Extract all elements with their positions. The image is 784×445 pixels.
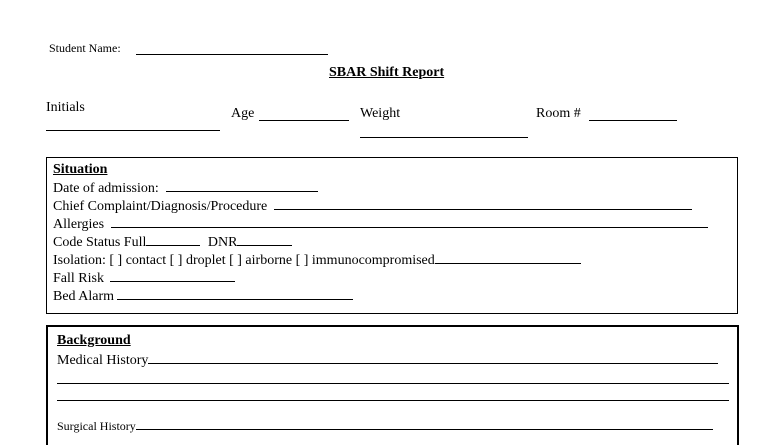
medical-history-line-3[interactable]	[57, 400, 729, 401]
surgical-history-label: Surgical History	[57, 419, 136, 433]
medical-history-label: Medical History	[57, 353, 149, 368]
age-field[interactable]	[259, 120, 349, 121]
student-name-field[interactable]	[136, 54, 328, 55]
surgical-history-row	[57, 417, 713, 435]
age-label: Age	[231, 106, 255, 121]
initials-label: Initials	[46, 100, 85, 115]
dnr-field[interactable]	[237, 233, 292, 246]
medical-history-line-2[interactable]	[57, 383, 729, 384]
medical-history-field[interactable]	[148, 351, 718, 364]
bed-alarm-field[interactable]	[117, 287, 353, 300]
allergies-label: Allergies	[53, 217, 105, 232]
fall-risk-field[interactable]	[110, 269, 235, 282]
background-heading: Background	[57, 333, 131, 348]
initials-field[interactable]	[46, 130, 220, 131]
code-status-row	[53, 233, 292, 252]
background-section	[46, 325, 739, 445]
chief-complaint-field[interactable]	[274, 197, 692, 210]
situation-section	[46, 157, 738, 314]
code-status-full-label: Code Status Full	[53, 235, 147, 250]
room-field[interactable]	[589, 120, 677, 121]
weight-label: Weight	[360, 106, 401, 121]
code-status-full-field[interactable]	[146, 233, 200, 246]
allergies-row	[53, 215, 708, 234]
dnr-label: DNR	[207, 235, 238, 250]
bed-alarm-row	[53, 287, 353, 306]
date-of-admission-label: Date of admission:	[53, 181, 159, 196]
room-label: Room #	[536, 106, 581, 121]
fall-risk-row	[53, 269, 235, 288]
weight-field[interactable]	[360, 137, 528, 138]
fall-risk-label: Fall Risk	[53, 271, 104, 286]
surgical-history-field[interactable]	[136, 419, 713, 430]
medical-history-row	[57, 351, 718, 370]
page-title: SBAR Shift Report	[329, 65, 445, 80]
situation-heading: Situation	[53, 162, 108, 177]
date-of-admission-row	[53, 179, 318, 198]
allergies-field[interactable]	[111, 215, 708, 228]
isolation-label[interactable]: Isolation: [ ] contact [ ] droplet [ ] airborne [ ] immunocompromised	[53, 253, 435, 268]
chief-complaint-label: Chief Complaint/Diagnosis/Procedure	[53, 199, 268, 214]
isolation-row	[53, 251, 581, 270]
chief-complaint-row	[53, 197, 692, 216]
bed-alarm-label: Bed Alarm	[53, 289, 115, 304]
isolation-field[interactable]	[435, 251, 581, 264]
date-of-admission-field[interactable]	[166, 179, 318, 192]
student-name-label: Student Name:	[49, 41, 121, 55]
